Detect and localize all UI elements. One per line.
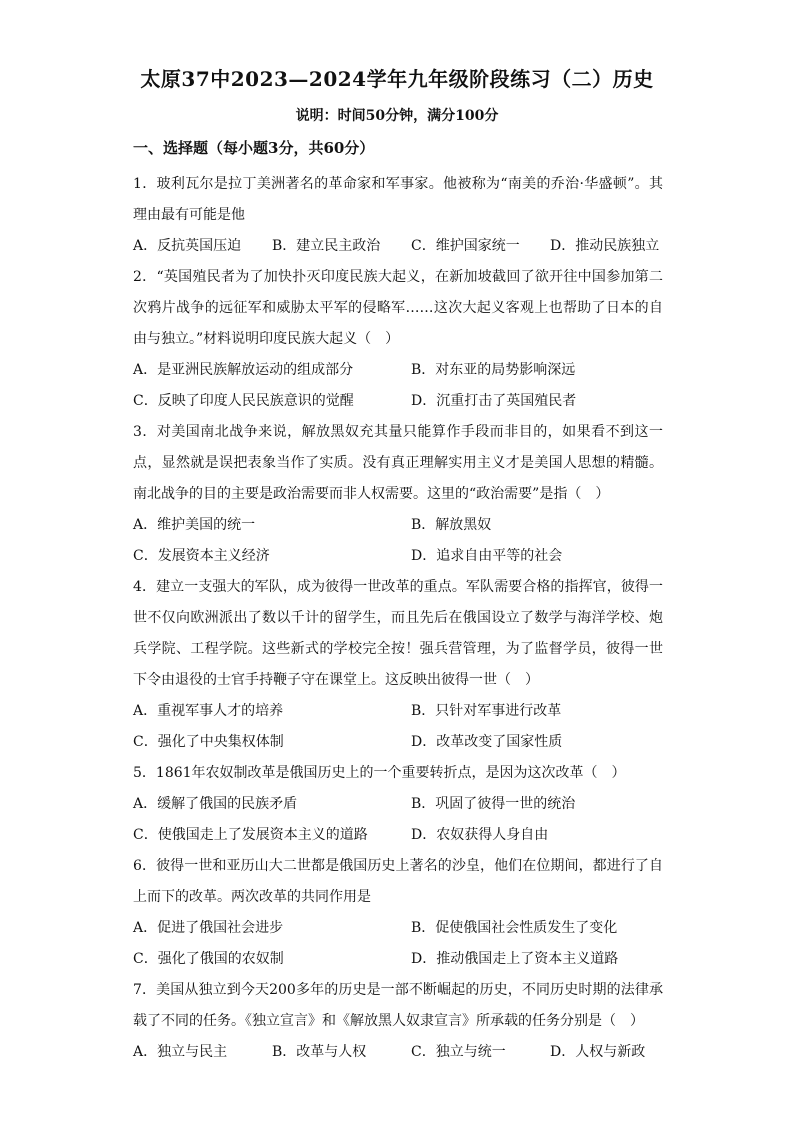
option-list bbox=[133, 355, 663, 417]
question-stem: 6．彼得一世和亚历山大二世都是俄国历史上著名的沙皇，他们在位期间，都进行了自上而下的改革。两次改革的共同作用是 bbox=[133, 858, 663, 905]
option-a: A．促进了俄国社会进步 bbox=[133, 920, 284, 936]
question-2 bbox=[133, 262, 663, 417]
exam-title: 太原37中2023—2024学年九年级阶段练习（二）历史 bbox=[140, 67, 654, 91]
option-list bbox=[133, 231, 663, 262]
question-stem: 3．对美国南北战争来说，解放黑奴充其量只能算作手段而非目的，如果看不到这一点，显然就是误把表象当作了实质。没有真正理解实用主义才是美国人思想的精髓。南北战争的目的主要是政治需要而非人权需要。这里的“政治需要”是指（ ） bbox=[133, 424, 663, 502]
option-a: A．重视军事人才的培养 bbox=[133, 703, 284, 719]
exam-instructions: 说明：时间50分钟，满分100分 bbox=[295, 108, 499, 124]
question-stem: 5．1861年农奴制改革是俄国历史上的一个重要转折点，是因为这次改革（ ） bbox=[133, 765, 626, 781]
option-list bbox=[133, 510, 663, 572]
option-c: C．使俄国走上了发展资本主义的道路 bbox=[133, 827, 368, 843]
question-stem: 4．建立一支强大的军队，成为彼得一世改革的重点。军队需要合格的指挥官，彼得一世不仅向欧洲派出了数以千计的留学生，而且先后在俄国设立了数学与海洋学校、炮兵学院、工程学院。这些新式的学校完全按！强兵营管理，为了监督学员，彼得一世下令由退役的士官手持鞭子守在课堂上。这反映出彼得一世（ ） bbox=[133, 579, 663, 688]
option-b: B．解放黑奴 bbox=[411, 517, 492, 533]
option-a: A．是亚洲民族解放运动的组成部分 bbox=[133, 362, 354, 378]
section-heading: 一、选择题（每小题3分，共60分） bbox=[133, 139, 375, 157]
option-b: B．只针对军事进行改革 bbox=[411, 703, 562, 719]
option-b: B．改革与人权 bbox=[272, 1044, 367, 1060]
option-d: D．推动俄国走上了资本主义道路 bbox=[411, 951, 619, 967]
option-b: B．对东亚的局势影响深远 bbox=[411, 362, 576, 378]
option-c: C．发展资本主义经济 bbox=[133, 548, 270, 564]
option-a: A．反抗英国压迫 bbox=[133, 238, 242, 254]
option-c: C．独立与统一 bbox=[411, 1044, 506, 1060]
option-c: C．维护国家统一 bbox=[411, 238, 520, 254]
option-list bbox=[133, 913, 663, 975]
option-list bbox=[133, 696, 663, 758]
question-1 bbox=[133, 169, 663, 262]
option-c: C．强化了中央集权体制 bbox=[133, 734, 284, 750]
question-stem: 1．玻利瓦尔是拉丁美洲著名的革命家和军事家。他被称为“南美的乔治·华盛顿”。其理由最有可能是他 bbox=[133, 176, 663, 223]
option-list bbox=[133, 789, 663, 851]
question-stem: 2．“英国殖民者为了加快扑灭印度民族大起义，在新加坡截回了欲开往中国参加第二次鸦片战争的远征军和威胁太平军的侵略军……这次大起义客观上也帮助了日本的自由与独立。”材料说明印度民族大起义（ ） bbox=[133, 269, 663, 347]
option-c: C．反映了印度人民民族意识的觉醒 bbox=[133, 393, 354, 409]
question-stem: 7．美国从独立到今天200多年的历史是一部不断崛起的历史，不同历史时期的法律承载了不同的任务。《独立宣言》和《解放黑人奴隶宣言》所承载的任务分别是（ ） bbox=[133, 982, 663, 1029]
option-d: D．沉重打击了英国殖民者 bbox=[411, 393, 577, 409]
option-b: B．巩固了彼得一世的统治 bbox=[411, 796, 576, 812]
option-d: D．人权与新政 bbox=[550, 1044, 646, 1060]
question-list bbox=[133, 169, 663, 1068]
option-d: D．追求自由平等的社会 bbox=[411, 548, 563, 564]
option-d: D．改革改变了国家性质 bbox=[411, 734, 563, 750]
option-b: B．建立民主政治 bbox=[272, 238, 381, 254]
option-d: D．农奴获得人身自由 bbox=[411, 827, 549, 843]
question-5 bbox=[133, 758, 663, 851]
option-list bbox=[133, 1037, 663, 1068]
question-7 bbox=[133, 975, 663, 1068]
option-d: D．推动民族独立 bbox=[550, 238, 660, 254]
question-6 bbox=[133, 851, 663, 975]
option-c: C．强化了俄国的农奴制 bbox=[133, 951, 284, 967]
option-a: A．独立与民主 bbox=[133, 1044, 228, 1060]
question-3 bbox=[133, 417, 663, 572]
question-4 bbox=[133, 572, 663, 758]
option-a: A．缓解了俄国的民族矛盾 bbox=[133, 796, 298, 812]
option-a: A．维护美国的统一 bbox=[133, 517, 256, 533]
option-b: B．促使俄国社会性质发生了变化 bbox=[411, 920, 618, 936]
